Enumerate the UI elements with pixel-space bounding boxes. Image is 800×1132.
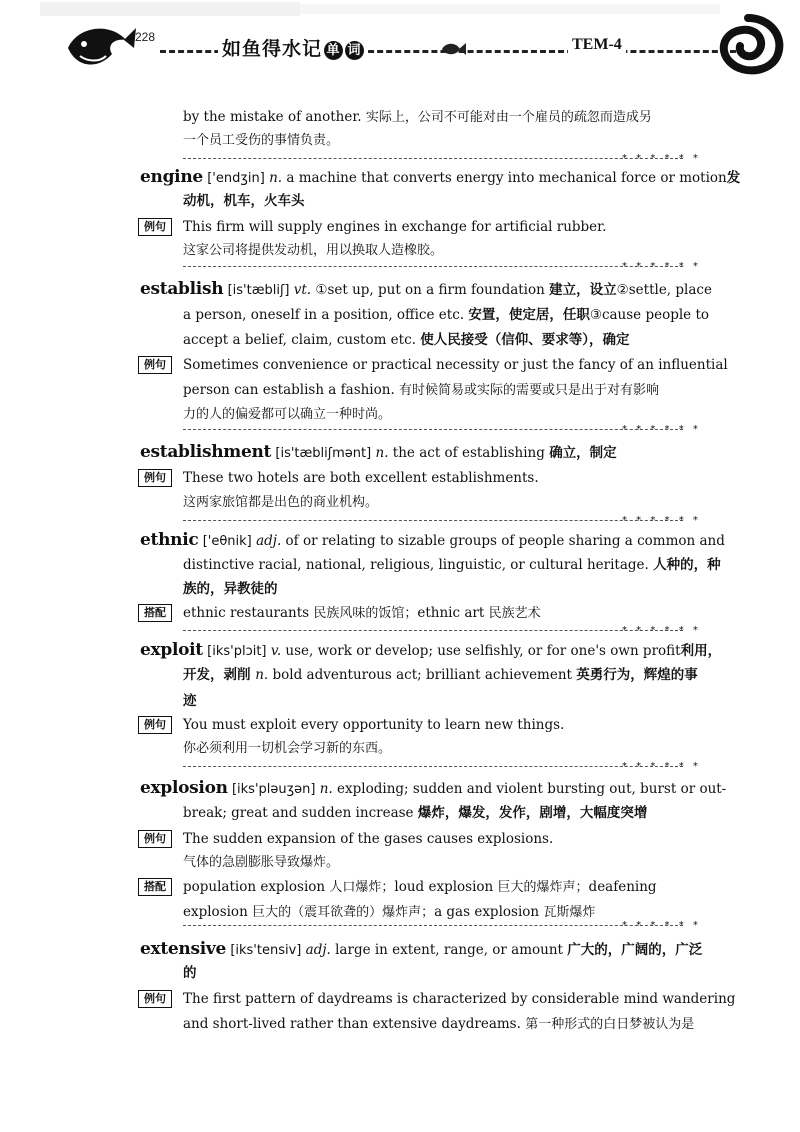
- example-zh: 你必须利用一切机会学习新的东西。: [183, 741, 392, 756]
- separator-stars: * * * * * *: [622, 920, 701, 931]
- book-title-text: 如鱼得水记: [222, 38, 323, 60]
- definition-zh-cont: 的: [183, 965, 197, 981]
- small-fish-icon: [440, 40, 466, 58]
- definition-zh: 开发，剥削: [183, 667, 256, 683]
- example-tag: 例句: [138, 469, 172, 487]
- example-en: The sudden expansion of the gases causes explosions.: [183, 831, 554, 847]
- collocation-line-1: [183, 878, 657, 897]
- pronunciation: [iks'plɔit]: [207, 644, 267, 659]
- part-of-speech: adj.: [305, 942, 331, 958]
- headword: establish: [140, 279, 224, 299]
- collocation-en: a gas explosion: [434, 904, 544, 920]
- definition-en: of or relating to sizable groups of people sharing a common and: [281, 533, 725, 549]
- continuation-zh: 实际上，公司不可能对由一个雇员的疏忽而造成另: [365, 110, 652, 125]
- series-label: TEM-4: [568, 36, 626, 54]
- definition-en: ②settle, place: [616, 282, 712, 298]
- part-of-speech: v.: [270, 643, 282, 659]
- example-en: person can establish a fashion.: [183, 382, 400, 398]
- definition-zh-cont: 迹: [183, 693, 197, 709]
- example-tag: 例句: [138, 830, 172, 848]
- entry-separator: [183, 925, 683, 926]
- definition-zh: 广大的，广阔的，广泛: [567, 942, 703, 958]
- part-of-speech: n.: [375, 445, 389, 461]
- continuation-en: by the mistake of another.: [183, 109, 366, 125]
- title-badge-1: 单: [324, 41, 343, 60]
- definition-en: ③cause people to: [589, 307, 710, 323]
- collocation-en: ethnic art: [417, 605, 489, 621]
- collocation-en: deafening: [588, 879, 657, 895]
- entry-separator: [183, 266, 683, 267]
- example-zh: 这两家旅馆都是出色的商业机构。: [183, 495, 379, 510]
- example-en: These two hotels are both excellent establishments.: [183, 470, 539, 486]
- collocation-zh: 瓦斯爆炸: [543, 905, 596, 920]
- collocation-en: loud explosion: [394, 879, 498, 895]
- separator-stars: * * * * * *: [622, 625, 701, 636]
- definition-en: break; great and sudden increase: [183, 805, 418, 821]
- pronunciation: ['eθnik]: [202, 534, 252, 549]
- definition-zh: 建立，设立: [549, 282, 617, 298]
- entry-ethnic: [140, 531, 725, 551]
- example-zh: 第一种形式的白日梦被认为是: [525, 1017, 695, 1032]
- page-number: 228: [135, 30, 156, 44]
- entry-separator: [183, 429, 683, 430]
- collocation-en: ethnic restaurants: [183, 605, 314, 621]
- pronunciation: ['endʒin]: [207, 171, 265, 186]
- definition-en: a machine that converts energy into mechanical force or motion: [282, 170, 727, 186]
- collocation-tag: 搭配: [138, 604, 172, 622]
- definition-line-2: [183, 666, 698, 684]
- definition-en: use, work or develop; use selfishly, or for one's own profit: [281, 643, 681, 659]
- example-tag: 例句: [138, 218, 172, 236]
- definition-zh-cont: 动机，机车，火车头: [183, 193, 305, 209]
- example-tag: 例句: [138, 716, 172, 734]
- example-zh-cont: 力的人的偏爱都可以确立一种时尚。: [183, 407, 392, 422]
- example-tag: 例句: [138, 356, 172, 374]
- example-en: The first pattern of daydreams is characterized by considerable mind wandering: [183, 991, 736, 1007]
- entry-engine: [140, 168, 740, 188]
- entry-establish: [140, 280, 712, 300]
- definition-en: accept a belief, claim, custom etc.: [183, 332, 421, 348]
- pronunciation: [iks'pləuʒən]: [231, 782, 316, 797]
- example-zh: 这家公司将提供发动机，用以换取人造橡胶。: [183, 243, 444, 258]
- collocation-line-2: [183, 903, 595, 922]
- pronunciation: [iks'tensiv]: [230, 943, 302, 958]
- definition-zh: 人种的，种: [653, 557, 721, 573]
- example-en: Sometimes convenience or practical necessity or just the fancy of an influential: [183, 357, 728, 373]
- entry-extensive: [140, 940, 702, 960]
- entry-separator: [183, 766, 683, 767]
- example-en: and short-lived rather than extensive daydreams.: [183, 1016, 526, 1032]
- definition-line-2: [183, 306, 709, 324]
- headword: exploit: [140, 640, 203, 660]
- headword: explosion: [140, 778, 228, 798]
- collocation-en: population explosion: [183, 879, 330, 895]
- entry-exploit: [140, 641, 721, 661]
- page-header: [0, 0, 800, 90]
- part-of-speech: n.: [269, 170, 283, 186]
- headword: ethnic: [140, 530, 199, 550]
- entry-separator: [183, 520, 683, 521]
- entry-explosion: [140, 779, 726, 799]
- definition-en: the act of establishing: [388, 445, 550, 461]
- part-of-speech: vt.: [293, 282, 312, 298]
- definition-en: exploding; sudden and violent bursting out, burst or out-: [332, 781, 727, 797]
- part-of-speech: n.: [255, 667, 269, 683]
- fish-logo-icon: [60, 18, 138, 78]
- collocation-zh: 巨大的爆炸声；: [497, 880, 589, 895]
- example-zh: 气体的急剧膨胀导致爆炸。: [183, 855, 340, 870]
- collocation-zh: 民族艺术: [488, 606, 541, 621]
- separator-stars: * * * * * *: [622, 153, 701, 164]
- part-of-speech: adj.: [256, 533, 282, 549]
- headword: engine: [140, 167, 203, 187]
- entry-establishment: [140, 443, 617, 463]
- separator-stars: * * * * * *: [622, 424, 701, 435]
- example-en: This firm will supply engines in exchange for artificial rubber.: [183, 219, 607, 235]
- collocation-line: [183, 604, 541, 623]
- pronunciation: [is'tæbliʃ]: [227, 283, 290, 298]
- pronunciation: [is'tæbliʃmənt]: [275, 446, 372, 461]
- separator-stars: * * * * * *: [622, 261, 701, 272]
- separator-stars: * * * * * *: [622, 761, 701, 772]
- definition-zh: 发: [726, 170, 741, 186]
- definition-zh: 爆炸，爆发，发作，剧增，大幅度突增: [417, 805, 648, 821]
- example-zh: 有时候简易或实际的需要或只是出于对有影响: [399, 383, 660, 398]
- continuation-line-1: [183, 108, 652, 127]
- example-line-2: [183, 1015, 694, 1034]
- book-title: [218, 34, 368, 61]
- definition-en: bold adventurous act; brilliant achievement: [268, 667, 577, 683]
- definition-zh: 确立，制定: [549, 445, 617, 461]
- separator-stars: * * * * * *: [622, 515, 701, 526]
- collocation-en: explosion: [183, 904, 253, 920]
- entry-separator: [183, 158, 683, 159]
- definition-en: large in extent, range, or amount: [330, 942, 568, 958]
- swirl-logo-icon: [712, 14, 786, 78]
- collocation-tag: 搭配: [138, 878, 172, 896]
- collocation-zh: 民族风味的饭馆；: [313, 606, 418, 621]
- example-line-2: [183, 381, 659, 400]
- collocation-zh: 巨大的（震耳欲聋的）爆炸声；: [252, 905, 435, 920]
- definition-line-2: [183, 804, 647, 822]
- continuation-line-2: 一个员工受伤的事情负责。: [183, 133, 340, 148]
- definition-zh: 英勇行为，辉煌的事: [576, 667, 698, 683]
- definition-zh: 利用，: [680, 643, 722, 659]
- definition-zh: 使人民接受（信仰、要求等），确定: [420, 332, 630, 348]
- example-en: You must exploit every opportunity to learn new things.: [183, 717, 565, 733]
- entry-separator: [183, 630, 683, 631]
- definition-en: ①set up, put on a firm foundation: [311, 282, 550, 298]
- part-of-speech: n.: [319, 781, 333, 797]
- definition-zh: 安置，使定居，任职: [468, 307, 590, 323]
- example-tag: 例句: [138, 990, 172, 1008]
- headword: extensive: [140, 939, 227, 959]
- definition-en: a person, oneself in a position, office etc.: [183, 307, 469, 323]
- title-badge-2: 词: [345, 41, 364, 60]
- definition-en: distinctive racial, national, religious, linguistic, or cultural heritage.: [183, 557, 654, 573]
- collocation-zh: 人口爆炸；: [329, 880, 395, 895]
- headword: establishment: [140, 442, 272, 462]
- definition-zh-cont: 族的，异教徒的: [183, 581, 278, 597]
- definition-line-3: [183, 331, 629, 349]
- definition-line-2: [183, 556, 721, 574]
